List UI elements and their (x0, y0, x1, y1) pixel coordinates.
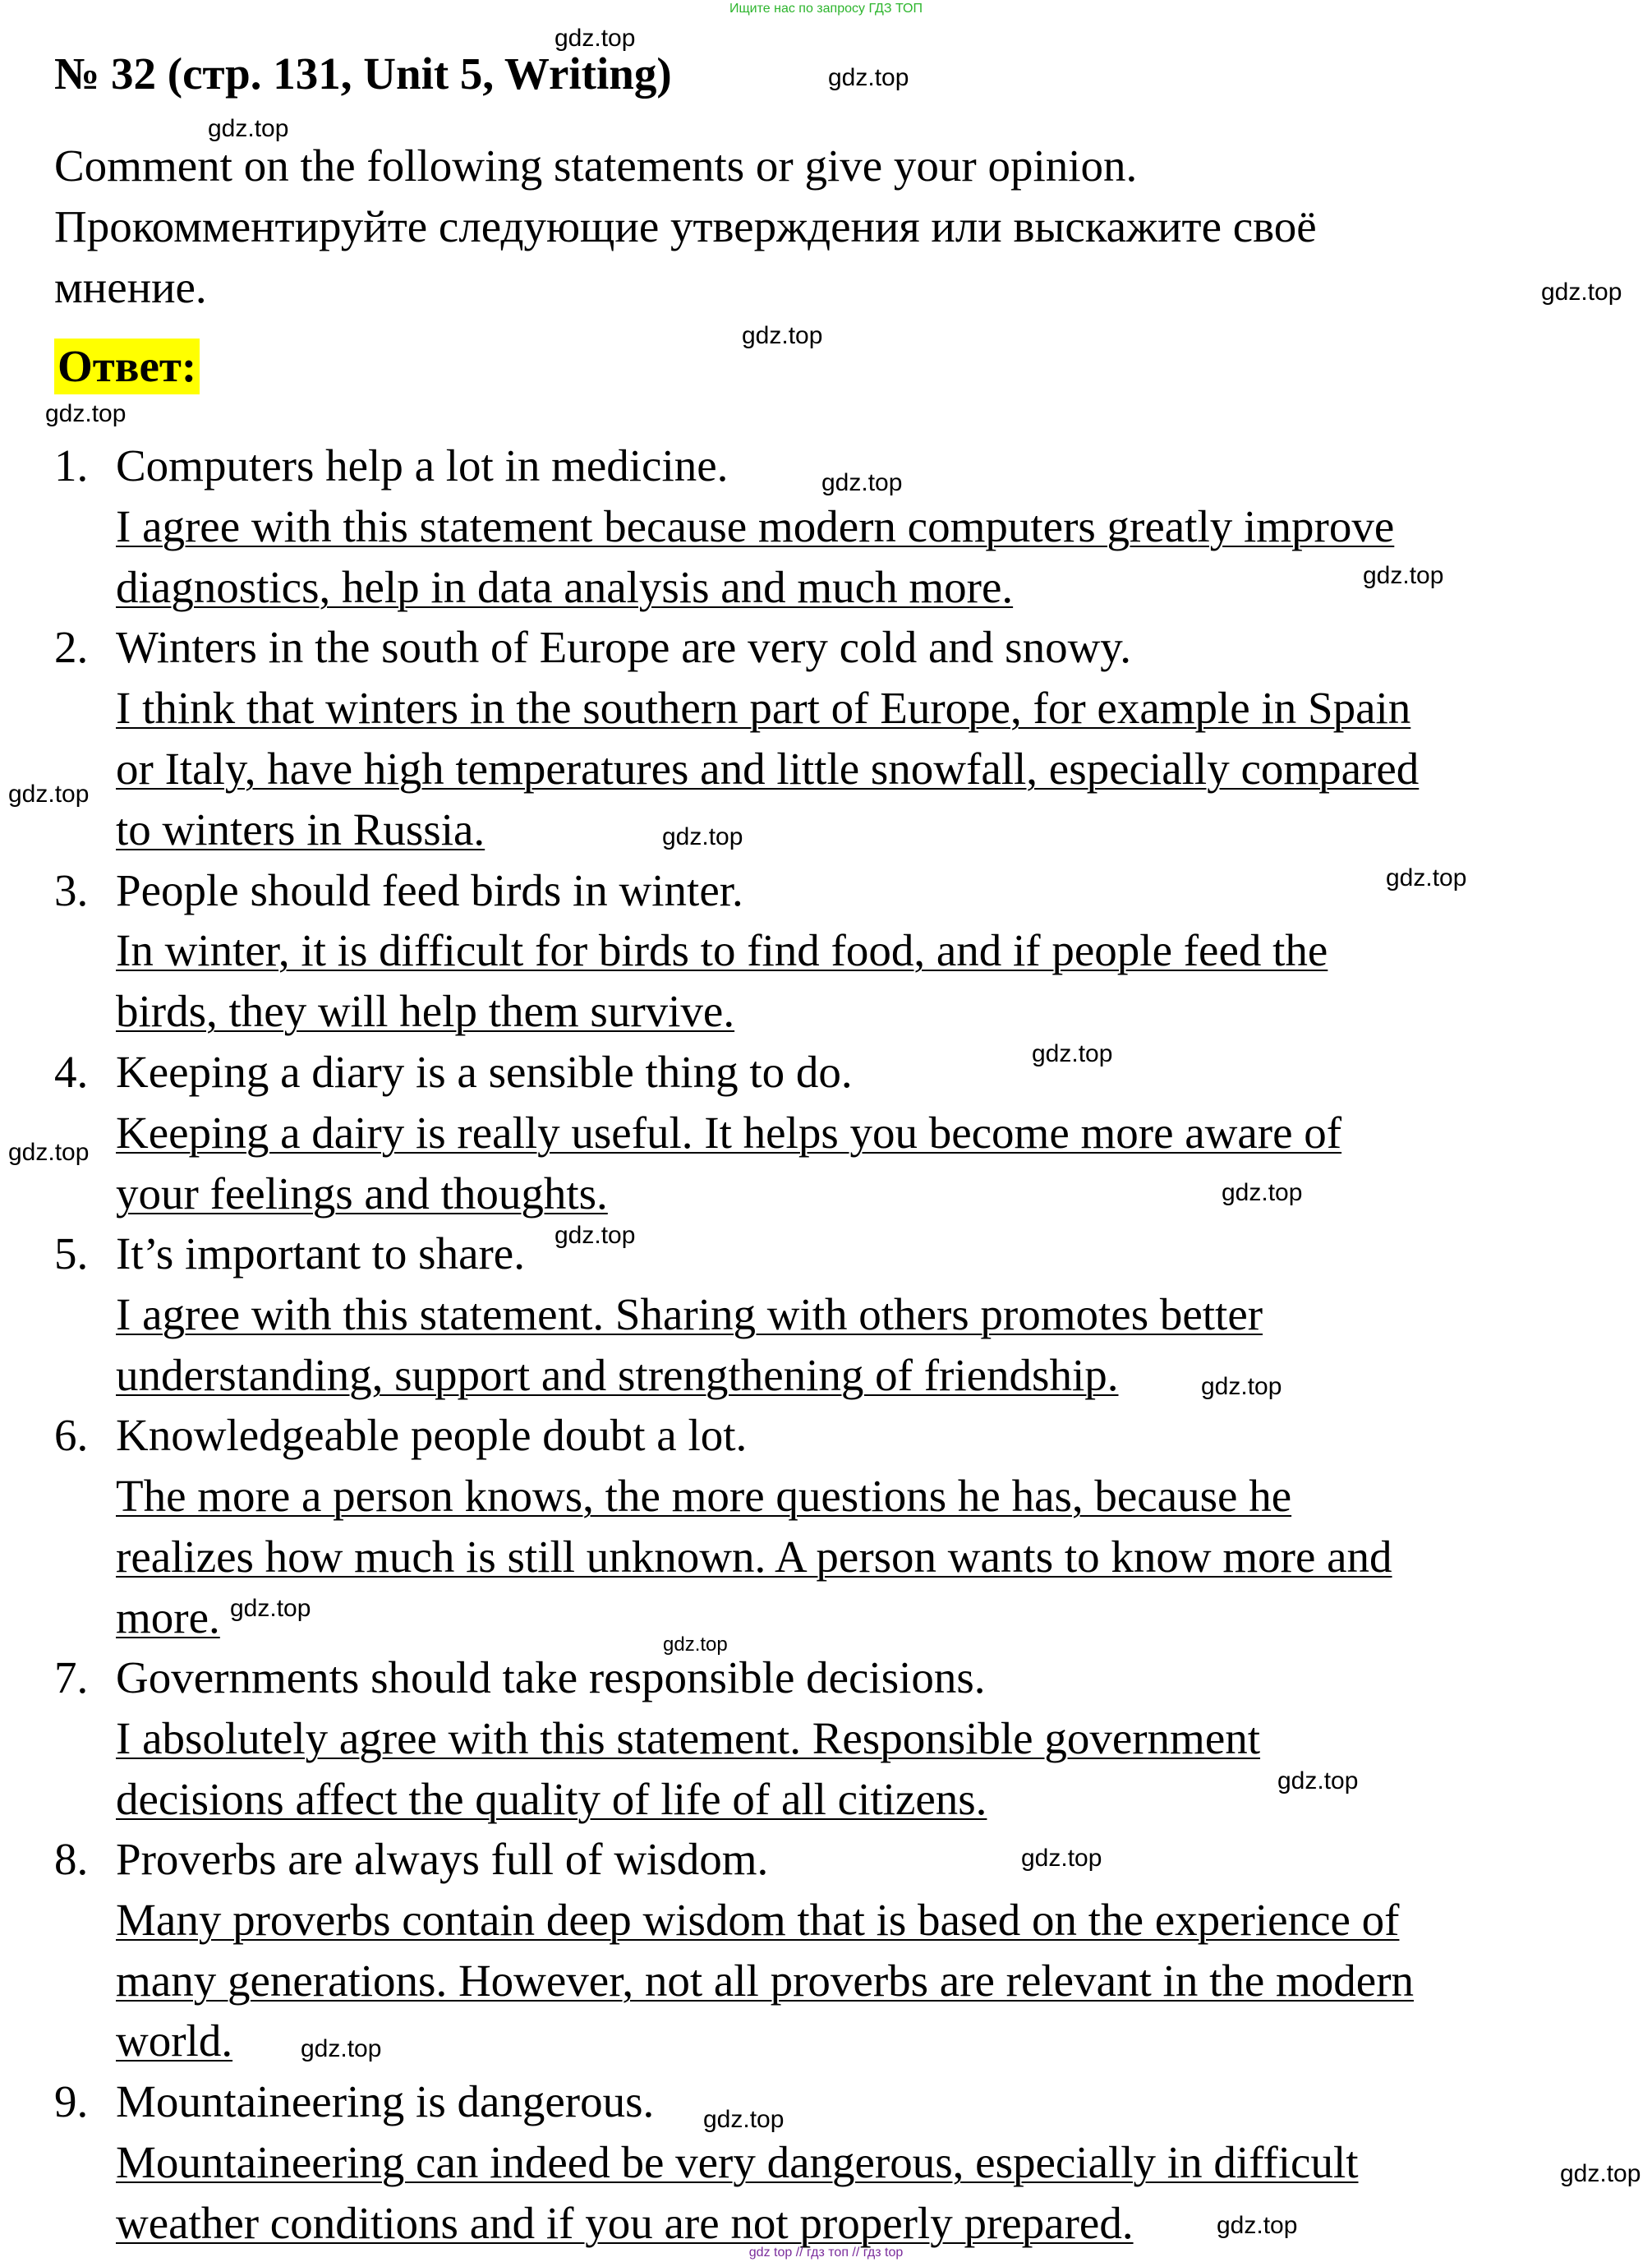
item-number: 5. (54, 1228, 89, 1278)
watermark: gdz.top (1277, 1767, 1359, 1794)
item-answer-line: to winters in Russia. (116, 804, 485, 855)
watermark: gdz.top (1560, 2160, 1641, 2187)
item-number: 1. (54, 440, 89, 491)
watermark: gdz.top (1021, 1845, 1102, 1872)
watermark: gdz.top (45, 400, 127, 427)
item-answer-line: world. (116, 2016, 233, 2066)
item-answer-line: In winter, it is difficult for birds to find food, and if people feed the (116, 925, 1328, 975)
item-answer-line: Keeping a dairy is really useful. It helps you become more aware of (116, 1108, 1342, 1158)
answer-label: Ответ: (54, 339, 200, 394)
instruction-russian-line-1: Прокомментируйте следующие утверждения или выскажите своё (54, 201, 1317, 251)
item-number: 3. (54, 865, 89, 915)
item-statement: Mountaineering is dangerous. (116, 2076, 655, 2126)
watermark: gdz.top (703, 2106, 785, 2133)
watermark: gdz.top (8, 1139, 90, 1166)
item-answer-line: I agree with this statement because modern computers greatly improve (116, 501, 1395, 551)
item-answer-line: understanding, support and strengthening of friendship. (116, 1350, 1119, 1400)
watermark: gdz.top (1541, 279, 1622, 306)
item-answer-line: realizes how much is still unknown. A person wants to know more and (116, 1532, 1392, 1582)
item-answer-line: I think that winters in the southern part of Europe, for example in Spain (116, 683, 1411, 733)
item-statement: Knowledgeable people doubt a lot. (116, 1410, 748, 1460)
watermark: gdz.top (8, 781, 90, 808)
watermark: gdz.top (1222, 1179, 1303, 1206)
item-number: 8. (54, 1834, 89, 1884)
item-answer-line: more. (116, 1592, 220, 1642)
item-statement: Keeping a diary is a sensible thing to do. (116, 1047, 853, 1097)
watermark: gdz.top (663, 1633, 728, 1656)
watermark: gdz.top (301, 2035, 382, 2062)
instruction-english: Comment on the following statements or give your opinion. (54, 141, 1138, 191)
site-header-note: Ищите нас по запросу ГДЗ ТОП (729, 2, 923, 16)
item-statement: Proverbs are always full of wisdom. (116, 1834, 769, 1884)
item-answer-line: weather conditions and if you are not properly prepared. (116, 2198, 1134, 2248)
item-answer-line: or Italy, have high temperatures and little snowfall, especially compared (116, 744, 1420, 794)
watermark: gdz.top (208, 115, 289, 142)
watermark: gdz.top (828, 64, 909, 91)
watermark: gdz.top (821, 469, 903, 496)
item-statement: It’s important to share. (116, 1228, 525, 1278)
item-answer-line: many generations. However, not all proverbs are relevant in the modern (116, 1956, 1415, 2006)
watermark: gdz.top (662, 823, 743, 850)
item-statement: Computers help a lot in medicine. (116, 440, 729, 491)
item-number: 4. (54, 1047, 89, 1097)
watermark: gdz.top (555, 25, 636, 52)
watermark: gdz.top (1217, 2212, 1298, 2239)
item-answer-line: diagnostics, help in data analysis and much more. (116, 562, 1014, 612)
watermark: gdz.top (1201, 1373, 1282, 1400)
page-title: № 32 (стр. 131, Unit 5, Writing) (54, 48, 672, 99)
site-footer-note: gdz top // гдз топ // гдз top (748, 2246, 904, 2260)
item-number: 7. (54, 1652, 89, 1702)
watermark: gdz.top (230, 1595, 311, 1622)
item-statement: People should feed birds in winter. (116, 865, 743, 915)
item-answer-line: your feelings and thoughts. (116, 1168, 608, 1219)
item-answer-line: I agree with this statement. Sharing with others promotes better (116, 1289, 1263, 1339)
item-answer-line: decisions affect the quality of life of all citizens. (116, 1774, 987, 1824)
item-answer-line: The more a person knows, the more questions he has, because he (116, 1471, 1292, 1521)
watermark: gdz.top (742, 322, 823, 349)
item-statement: Winters in the south of Europe are very cold and snowy. (116, 622, 1131, 672)
item-number: 9. (54, 2076, 89, 2126)
item-answer-line: I absolutely agree with this statement. Responsible government (116, 1713, 1261, 1763)
watermark: gdz.top (1032, 1040, 1113, 1067)
watermark: gdz.top (555, 1222, 636, 1249)
watermark: gdz.top (1386, 864, 1467, 891)
item-number: 6. (54, 1410, 89, 1460)
item-answer-line: Many proverbs contain deep wisdom that is based on the experience of (116, 1895, 1400, 1945)
item-statement: Governments should take responsible decisions. (116, 1652, 986, 1702)
item-answer-line: Mountaineering can indeed be very dangerous, especially in difficult (116, 2137, 1359, 2187)
item-number: 2. (54, 622, 89, 672)
item-answer-line: birds, they will help them survive. (116, 986, 735, 1036)
instruction-russian-line-2: мнение. (54, 262, 207, 312)
watermark: gdz.top (1363, 562, 1444, 589)
